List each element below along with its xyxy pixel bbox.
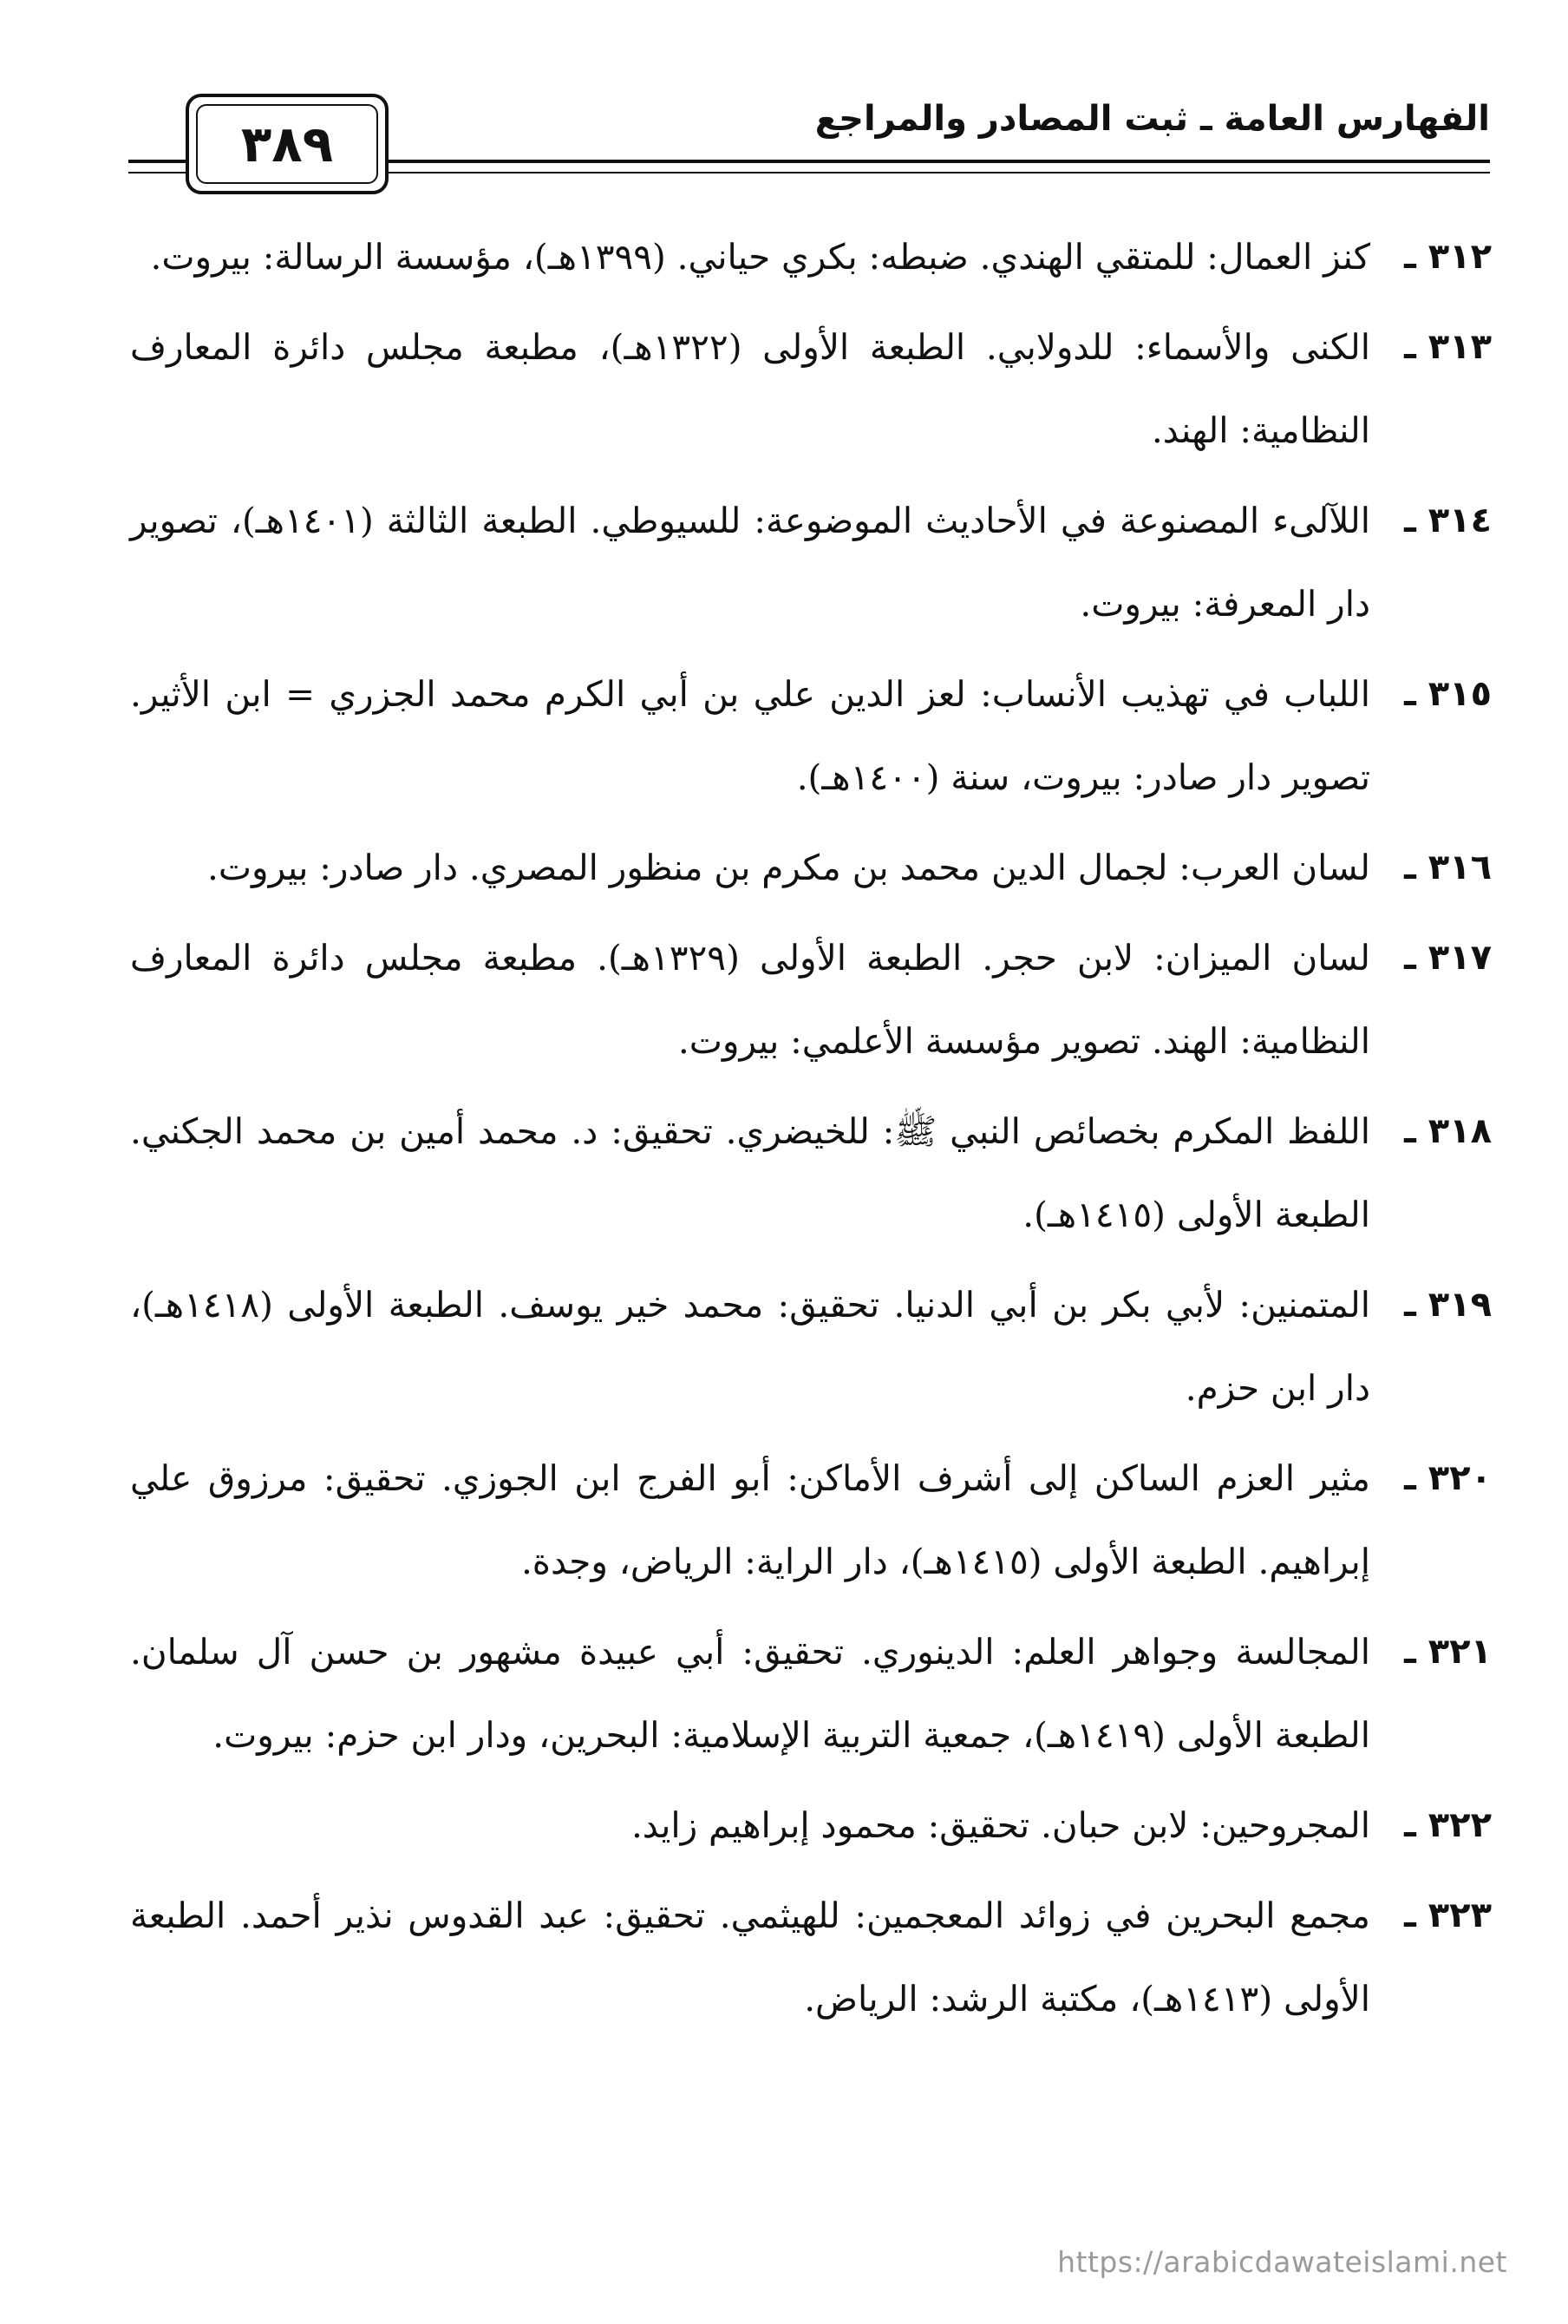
entry-number: ٣١٩ ـ [1404, 1285, 1492, 1325]
entry-text: المتمنين: لأبي بكر بن أبي الدنيا. تحقيق: محمد خير يوسف. الطبعة الأولى (١٤١٨هـ)، دار ابن حزم. [130, 1284, 1370, 1409]
bibliography-entry [130, 652, 1492, 819]
entry-text: المجالسة وجواهر العلم: الدينوري. تحقيق: أبي عبيدة مشهور بن حسن آل سلمان. الطبعة الأولى (١٤١٩هـ)، جمعية التربية الإسلامية: البحرين، ودار ابن حزم: بيروت. [130, 1631, 1370, 1756]
bibliography-entry [130, 215, 1492, 298]
entry-number: ٣١٧ ـ [1404, 938, 1492, 978]
bibliography-entry [130, 1090, 1492, 1256]
page-number: ٣٨٩ [196, 104, 378, 184]
bibliography-entry [130, 1263, 1492, 1430]
entry-text: مثير العزم الساكن إلى أشرف الأماكن: أبو الفرج ابن الجوزي. تحقيق: مرزوق علي إبراهيم. الطبعة الأولى (١٤١٥هـ)، دار الراية: الرياض، وجدة. [130, 1457, 1370, 1582]
entry-number: ٣١٣ ـ [1404, 327, 1492, 367]
entry-number: ٣١٥ ـ [1404, 674, 1492, 714]
page-number-frame [186, 94, 389, 194]
bibliography-entry [130, 826, 1492, 909]
running-title: الفهارس العامة ـ ثبت المصادر والمراجع [814, 99, 1490, 139]
entry-number: ٣٢٠ ـ [1404, 1458, 1492, 1498]
entry-text: مجمع البحرين في زوائد المعجمين: للهيثمي. تحقيق: عبد القدوس نذير أحمد. الطبعة الأولى (١٤١٣هـ)، مكتبة الرشد: الرياض. [130, 1895, 1370, 2020]
bibliography-entry [130, 479, 1492, 645]
bibliography-entry [130, 1610, 1492, 1777]
bibliography-entry [130, 1874, 1492, 2040]
entry-text: المجروحين: لابن حبان. تحقيق: محمود إبراهيم زايد. [630, 1804, 1370, 1846]
entry-text: اللباب في تهذيب الأنساب: لعز الدين علي بن أبي الكرم محمد الجزري = ابن الأثير. تصوير دار صادر: بيروت، سنة (١٤٠٠هـ). [130, 673, 1370, 798]
bibliography-entry [130, 1437, 1492, 1603]
entry-number: ٣١٤ ـ [1404, 501, 1492, 540]
entry-text: اللفظ المكرم بخصائص النبي ﷺ: للخيضري. تحقيق: د. محمد أمين بن محمد الجكني. الطبعة الأولى (١٤١٥هـ). [130, 1110, 1370, 1235]
entry-number: ٣٢١ ـ [1404, 1632, 1492, 1672]
entry-number: ٣٢٣ ـ [1404, 1895, 1492, 1935]
bibliography-entry [130, 305, 1492, 472]
entry-text: لسان الميزان: لابن حجر. الطبعة الأولى (١٣٢٩هـ). مطبعة مجلس دائرة المعارف النظامية: الهند. تصوير مؤسسة الأعلمي: بيروت. [130, 937, 1370, 1062]
bibliography-list [130, 215, 1492, 2047]
entry-number: ٣٢٢ ـ [1404, 1805, 1492, 1845]
entry-text: اللآلىء المصنوعة في الأحاديث الموضوعة: للسيوطي. الطبعة الثالثة (١٤٠١هـ)، تصوير دار المعرفة: بيروت. [130, 500, 1370, 625]
entry-number: ٣١٢ ـ [1404, 237, 1492, 277]
entry-text: الكنى والأسماء: للدولابي. الطبعة الأولى (١٣٢٢هـ)، مطبعة مجلس دائرة المعارف النظامية: الهند. [130, 326, 1371, 451]
entry-number: ٣١٦ ـ [1404, 848, 1492, 887]
source-watermark-link[interactable]: https://arabicdawateislami.net [1057, 2245, 1507, 2279]
bibliography-entry [130, 916, 1492, 1083]
entry-text: لسان العرب: لجمال الدين محمد بن مكرم بن منظور المصري. دار صادر: بيروت. [207, 847, 1370, 888]
entry-text: كنز العمال: للمتقي الهندي. ضبطه: بكري حياني. (١٣٩٩هـ)، مؤسسة الرسالة: بيروت. [150, 236, 1370, 278]
bibliography-entry [130, 1784, 1492, 1867]
page-header [128, 87, 1490, 200]
entry-number: ٣١٨ ـ [1404, 1111, 1492, 1151]
